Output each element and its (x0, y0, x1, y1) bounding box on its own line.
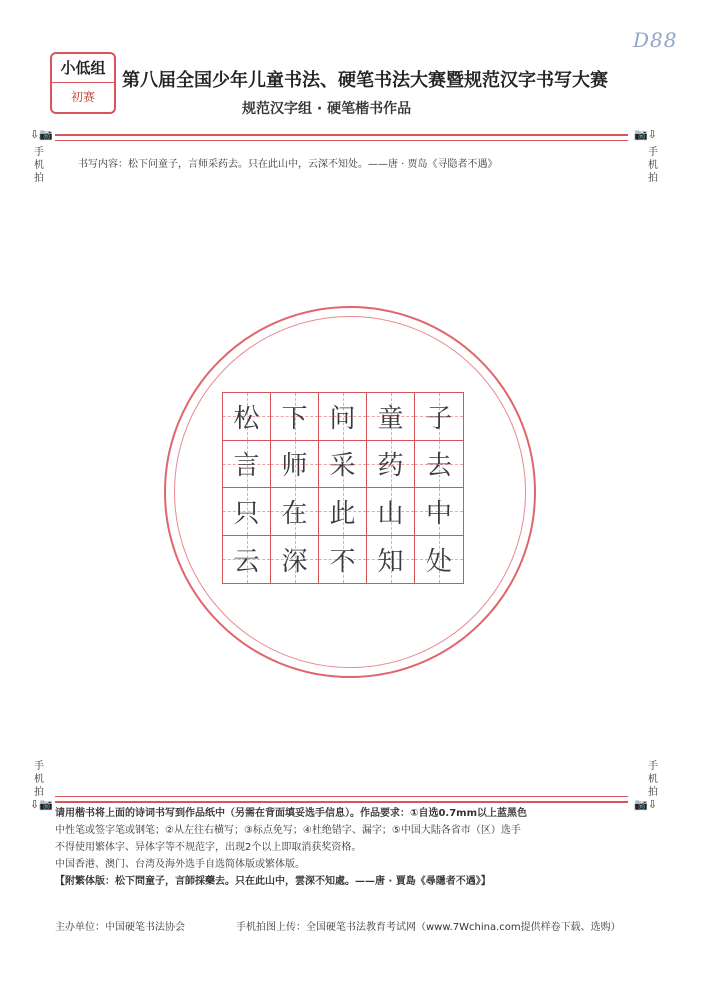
grid-cell: 采 (319, 441, 367, 489)
requirements-line-4: 中国香港、澳门、台湾及海外选手自选简体版或繁体版。 (55, 859, 305, 870)
character-grid (222, 392, 464, 584)
grid-cell: 下 (271, 393, 319, 441)
grid-cell: 山 (367, 488, 415, 536)
page-title: 第八届全国少年儿童书法、硬笔书法大赛暨规范汉字书写大赛 (122, 70, 608, 91)
grid-cell: 中 (415, 488, 463, 536)
grid-cell: 药 (367, 441, 415, 489)
requirements-line-3: 不得使用繁体字、异体字等不规范字，出现2个以上即取消获奖资格。 (55, 842, 362, 853)
camera-icon: 📷 (39, 128, 53, 141)
requirements-line-2: 中性笔或签字笔或钢笔；②从左往右横写；③标点免写；④杜绝错字、漏字；⑤中国大陆各省市（区）选手 (55, 825, 521, 836)
requirements-line-1: 请用楷书将上面的诗词书写到作品纸中（另需在背面填妥选手信息）。作品要求：①自选0.7mm以上蓝黑色 (55, 808, 528, 819)
bottom-rule (55, 801, 628, 803)
phone-shoot-label-top-right: 手机拍 (648, 147, 658, 184)
grid-cell: 童 (367, 393, 415, 441)
camera-icon: 📷 (634, 798, 648, 811)
requirements-block (55, 805, 645, 890)
handwritten-mark: D88 (633, 28, 678, 52)
grid-cell: 只 (223, 488, 271, 536)
upload-info-text: 手机拍图上传：全国硬笔书法教育考试网（www.7Wchina.com提供样卷下载、选购） (236, 922, 621, 933)
corner-marker-bottom-left (30, 798, 53, 811)
download-icon: ⇩ (647, 128, 657, 141)
grid-cell: 松 (223, 393, 271, 441)
group-label: 小低组 (52, 54, 114, 83)
writing-content: 书写内容：松下问童子，言师采药去。只在此山中，云深不知处。——唐 · 贾岛《寻隐者不遇》 (78, 159, 498, 170)
group-badge (50, 52, 116, 114)
phone-shoot-label-bottom-left: 手机拍 (34, 761, 44, 798)
page-subtitle: 规范汉字组 · 硬笔楷书作品 (242, 101, 412, 117)
traditional-version-note: 【附繁体版：松下問童子，言師採藥去。只在此山中，雲深不知處。——唐 · 賈島《尋隱者不遇》】 (55, 876, 491, 887)
download-icon: ⇩ (30, 798, 40, 811)
grid-cell: 云 (223, 536, 271, 584)
camera-icon: 📷 (39, 798, 53, 811)
grid-cell: 不 (319, 536, 367, 584)
grid-cell: 在 (271, 488, 319, 536)
corner-marker-top-left (30, 128, 53, 141)
corner-marker-top-right (634, 128, 657, 141)
grid-cell: 问 (319, 393, 367, 441)
grid-cell: 师 (271, 441, 319, 489)
grid-cell: 言 (223, 441, 271, 489)
grid-cell: 深 (271, 536, 319, 584)
round-label: 初赛 (70, 90, 95, 104)
grid-cell: 子 (415, 393, 463, 441)
download-icon: ⇩ (30, 128, 40, 141)
phone-shoot-label-top-left: 手机拍 (34, 147, 44, 184)
phone-shoot-label-bottom-right: 手机拍 (648, 761, 658, 798)
download-icon: ⇩ (647, 798, 657, 811)
grid-cell: 此 (319, 488, 367, 536)
grid-cell: 去 (415, 441, 463, 489)
organizer-text: 主办单位：中国硬笔书法协会 (55, 922, 185, 933)
top-rule-thin (55, 140, 628, 141)
top-rule (55, 134, 628, 136)
camera-icon: 📷 (634, 128, 648, 141)
grid-cell: 处 (415, 536, 463, 584)
bottom-rule-thin (55, 796, 628, 797)
grid-cell: 知 (367, 536, 415, 584)
